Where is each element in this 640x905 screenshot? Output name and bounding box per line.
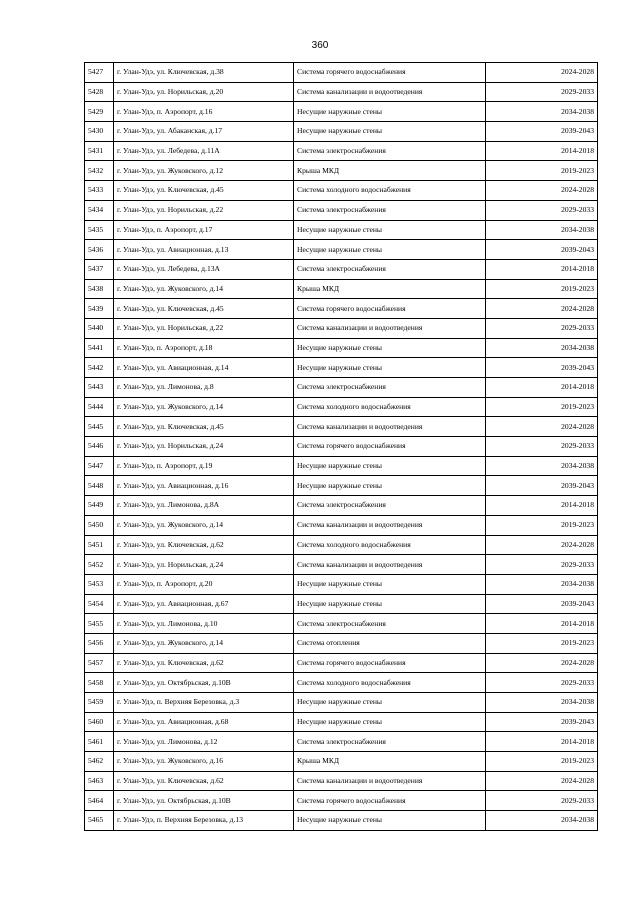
table-row	[85, 574, 598, 594]
row-number-cell: 5448	[85, 476, 114, 496]
row-number-cell: 5434	[85, 200, 114, 220]
period-cell: 2019-2023	[486, 752, 598, 772]
system-cell: Система холодного водоснабжения	[294, 397, 486, 417]
period-cell: 2039-2043	[486, 240, 598, 260]
address-cell: г. Улан-Удэ, ул. Жуковского, д.16	[114, 752, 294, 772]
address-cell: г. Улан-Удэ, ул. Ключевская, д.45	[114, 417, 294, 437]
row-number-cell: 5429	[85, 102, 114, 122]
row-number-cell: 5453	[85, 574, 114, 594]
system-cell: Система электроснабжения	[294, 141, 486, 161]
period-cell: 2034-2038	[486, 693, 598, 713]
system-cell: Система канализации и водоотведения	[294, 417, 486, 437]
row-number-cell: 5451	[85, 535, 114, 555]
table-row	[85, 752, 598, 772]
system-cell: Система холодного водоснабжения	[294, 673, 486, 693]
system-cell: Несущие наружные стены	[294, 476, 486, 496]
system-cell: Система канализации и водоотведения	[294, 515, 486, 535]
row-number-cell: 5444	[85, 397, 114, 417]
address-cell: г. Улан-Удэ, ул. Авиационная, д.68	[114, 712, 294, 732]
system-cell: Крыша МКД	[294, 752, 486, 772]
period-cell: 2029-2033	[486, 82, 598, 102]
table-row	[85, 673, 598, 693]
system-cell: Несущие наружные стены	[294, 122, 486, 142]
row-number-cell: 5440	[85, 318, 114, 338]
period-cell: 2014-2018	[486, 614, 598, 634]
table-row	[85, 712, 598, 732]
address-cell: г. Улан-Удэ, ул. Ключевская, д.45	[114, 299, 294, 319]
table-row	[85, 63, 598, 83]
address-cell: г. Улан-Удэ, ул. Лимонова, д.10	[114, 614, 294, 634]
system-cell: Крыша МКД	[294, 279, 486, 299]
row-number-cell: 5431	[85, 141, 114, 161]
system-cell: Несущие наружные стены	[294, 456, 486, 476]
table-row	[85, 378, 598, 398]
address-cell: г. Улан-Удэ, ул. Лебедева, д.11А	[114, 141, 294, 161]
table-row	[85, 220, 598, 240]
table-row	[85, 181, 598, 201]
period-cell: 2034-2038	[486, 338, 598, 358]
address-cell: г. Улан-Удэ, ул. Жуковского, д.14	[114, 515, 294, 535]
period-cell: 2039-2043	[486, 594, 598, 614]
system-cell: Система электроснабжения	[294, 259, 486, 279]
system-cell: Система электроснабжения	[294, 378, 486, 398]
period-cell: 2029-2033	[486, 318, 598, 338]
address-cell: г. Улан-Удэ, ул. Лимонова, д.8	[114, 378, 294, 398]
table-row	[85, 200, 598, 220]
period-cell: 2034-2038	[486, 102, 598, 122]
table-row	[85, 358, 598, 378]
system-cell: Система электроснабжения	[294, 614, 486, 634]
table-row	[85, 161, 598, 181]
address-cell: г. Улан-Удэ, ул. Ключевская, д.62	[114, 771, 294, 791]
repair-schedule-table	[84, 62, 598, 831]
period-cell: 2014-2018	[486, 259, 598, 279]
address-cell: г. Улан-Удэ, ул. Авиационная, д.16	[114, 476, 294, 496]
row-number-cell: 5456	[85, 633, 114, 653]
system-cell: Система горячего водоснабжения	[294, 791, 486, 811]
row-number-cell: 5443	[85, 378, 114, 398]
period-cell: 2014-2018	[486, 732, 598, 752]
system-cell: Система канализации и водоотведения	[294, 318, 486, 338]
period-cell: 2029-2033	[486, 200, 598, 220]
address-cell: г. Улан-Удэ, ул. Норильская, д.20	[114, 82, 294, 102]
address-cell: г. Улан-Удэ, ул. Норильская, д.24	[114, 437, 294, 457]
row-number-cell: 5442	[85, 358, 114, 378]
table-row	[85, 653, 598, 673]
table-row	[85, 515, 598, 535]
table-row	[85, 633, 598, 653]
table-row	[85, 594, 598, 614]
period-cell: 2024-2028	[486, 653, 598, 673]
system-cell: Система канализации и водоотведения	[294, 771, 486, 791]
table-row	[85, 259, 598, 279]
table-row	[85, 791, 598, 811]
system-cell: Система горячего водоснабжения	[294, 653, 486, 673]
period-cell: 2024-2028	[486, 181, 598, 201]
table-row	[85, 535, 598, 555]
address-cell: г. Улан-Удэ, ул. Ключевская, д.62	[114, 653, 294, 673]
row-number-cell: 5430	[85, 122, 114, 142]
period-cell: 2019-2023	[486, 633, 598, 653]
period-cell: 2034-2038	[486, 456, 598, 476]
table-row	[85, 82, 598, 102]
table-row	[85, 318, 598, 338]
period-cell: 2014-2018	[486, 496, 598, 516]
address-cell: г. Улан-Удэ, ул. Октябрьская, д.10В	[114, 791, 294, 811]
period-cell: 2029-2033	[486, 673, 598, 693]
system-cell: Крыша МКД	[294, 161, 486, 181]
system-cell: Несущие наружные стены	[294, 240, 486, 260]
row-number-cell: 5427	[85, 63, 114, 83]
period-cell: 2024-2028	[486, 535, 598, 555]
address-cell: г. Улан-Удэ, ул. Абаканская, д.17	[114, 122, 294, 142]
table-row	[85, 397, 598, 417]
row-number-cell: 5433	[85, 181, 114, 201]
row-number-cell: 5449	[85, 496, 114, 516]
period-cell: 2039-2043	[486, 358, 598, 378]
row-number-cell: 5457	[85, 653, 114, 673]
row-number-cell: 5436	[85, 240, 114, 260]
address-cell: г. Улан-Удэ, ул. Лимонова, д.8А	[114, 496, 294, 516]
period-cell: 2034-2038	[486, 220, 598, 240]
address-cell: г. Улан-Удэ, ул. Ключевская, д.45	[114, 181, 294, 201]
period-cell: 2019-2023	[486, 515, 598, 535]
row-number-cell: 5463	[85, 771, 114, 791]
system-cell: Несущие наружные стены	[294, 811, 486, 831]
row-number-cell: 5428	[85, 82, 114, 102]
table-row	[85, 240, 598, 260]
system-cell: Несущие наружные стены	[294, 338, 486, 358]
system-cell: Система горячего водоснабжения	[294, 299, 486, 319]
table-row	[85, 122, 598, 142]
system-cell: Система горячего водоснабжения	[294, 437, 486, 457]
table-row	[85, 456, 598, 476]
table-row	[85, 496, 598, 516]
period-cell: 2019-2023	[486, 279, 598, 299]
system-cell: Несущие наружные стены	[294, 358, 486, 378]
row-number-cell: 5441	[85, 338, 114, 358]
row-number-cell: 5445	[85, 417, 114, 437]
address-cell: г. Улан-Удэ, ул. Жуковского, д.14	[114, 279, 294, 299]
row-number-cell: 5461	[85, 732, 114, 752]
table-body	[85, 63, 598, 831]
period-cell: 2024-2028	[486, 771, 598, 791]
table-row	[85, 141, 598, 161]
row-number-cell: 5464	[85, 791, 114, 811]
period-cell: 2029-2033	[486, 555, 598, 575]
address-cell: г. Улан-Удэ, ул. Норильская, д.22	[114, 318, 294, 338]
row-number-cell: 5462	[85, 752, 114, 772]
period-cell: 2019-2023	[486, 161, 598, 181]
system-cell: Несущие наружные стены	[294, 220, 486, 240]
table-row	[85, 299, 598, 319]
table-row	[85, 555, 598, 575]
period-cell: 2014-2018	[486, 378, 598, 398]
period-cell: 2034-2038	[486, 574, 598, 594]
table-row	[85, 771, 598, 791]
address-cell: г. Улан-Удэ, ул. Норильская, д.24	[114, 555, 294, 575]
row-number-cell: 5447	[85, 456, 114, 476]
period-cell: 2039-2043	[486, 712, 598, 732]
address-cell: г. Улан-Удэ, п. Верхняя Березовка, д.3	[114, 693, 294, 713]
system-cell: Система горячего водоснабжения	[294, 63, 486, 83]
period-cell: 2039-2043	[486, 476, 598, 496]
table-row	[85, 732, 598, 752]
row-number-cell: 5450	[85, 515, 114, 535]
system-cell: Система отопления	[294, 633, 486, 653]
table-row	[85, 614, 598, 634]
address-cell: г. Улан-Удэ, п. Аэропорт, д.17	[114, 220, 294, 240]
period-cell: 2019-2023	[486, 397, 598, 417]
period-cell: 2034-2038	[486, 811, 598, 831]
table-row	[85, 811, 598, 831]
table-row	[85, 338, 598, 358]
address-cell: г. Улан-Удэ, ул. Ключевская, д.62	[114, 535, 294, 555]
system-cell: Несущие наружные стены	[294, 102, 486, 122]
period-cell: 2024-2028	[486, 417, 598, 437]
address-cell: г. Улан-Удэ, ул. Ключевская, д.38	[114, 63, 294, 83]
row-number-cell: 5446	[85, 437, 114, 457]
address-cell: г. Улан-Удэ, ул. Жуковского, д.12	[114, 161, 294, 181]
address-cell: г. Улан-Удэ, ул. Норильская, д.22	[114, 200, 294, 220]
period-cell: 2039-2043	[486, 122, 598, 142]
address-cell: г. Улан-Удэ, п. Аэропорт, д.20	[114, 574, 294, 594]
period-cell: 2024-2028	[486, 299, 598, 319]
address-cell: г. Улан-Удэ, ул. Авиационная, д.14	[114, 358, 294, 378]
address-cell: г. Улан-Удэ, ул. Авиационная, д.67	[114, 594, 294, 614]
system-cell: Система холодного водоснабжения	[294, 535, 486, 555]
period-cell: 2024-2028	[486, 63, 598, 83]
row-number-cell: 5458	[85, 673, 114, 693]
row-number-cell: 5439	[85, 299, 114, 319]
system-cell: Система электроснабжения	[294, 200, 486, 220]
address-cell: г. Улан-Удэ, п. Аэропорт, д.18	[114, 338, 294, 358]
address-cell: г. Улан-Удэ, ул. Авиационная, д.13	[114, 240, 294, 260]
row-number-cell: 5455	[85, 614, 114, 634]
page-number: 360	[311, 40, 329, 51]
table-row	[85, 693, 598, 713]
row-number-cell: 5452	[85, 555, 114, 575]
table-row	[85, 417, 598, 437]
table-row	[85, 437, 598, 457]
table-row	[85, 279, 598, 299]
row-number-cell: 5438	[85, 279, 114, 299]
address-cell: г. Улан-Удэ, ул. Жуковского, д.14	[114, 633, 294, 653]
system-cell: Система канализации и водоотведения	[294, 82, 486, 102]
row-number-cell: 5465	[85, 811, 114, 831]
system-cell: Система электроснабжения	[294, 732, 486, 752]
system-cell: Несущие наружные стены	[294, 693, 486, 713]
row-number-cell: 5460	[85, 712, 114, 732]
address-cell: г. Улан-Удэ, ул. Октябрьская, д.10В	[114, 673, 294, 693]
system-cell: Система холодного водоснабжения	[294, 181, 486, 201]
address-cell: г. Улан-Удэ, п. Аэропорт, д.16	[114, 102, 294, 122]
address-cell: г. Улан-Удэ, ул. Лимонова, д.12	[114, 732, 294, 752]
address-cell: г. Улан-Удэ, ул. Жуковского, д.14	[114, 397, 294, 417]
row-number-cell: 5459	[85, 693, 114, 713]
system-cell: Несущие наружные стены	[294, 712, 486, 732]
row-number-cell: 5454	[85, 594, 114, 614]
period-cell: 2029-2033	[486, 437, 598, 457]
system-cell: Несущие наружные стены	[294, 574, 486, 594]
table-row	[85, 102, 598, 122]
row-number-cell: 5437	[85, 259, 114, 279]
row-number-cell: 5435	[85, 220, 114, 240]
address-cell: г. Улан-Удэ, ул. Лебедева, д.13А	[114, 259, 294, 279]
address-cell: г. Улан-Удэ, п. Верхняя Березовка, д.13	[114, 811, 294, 831]
system-cell: Система электроснабжения	[294, 496, 486, 516]
system-cell: Несущие наружные стены	[294, 594, 486, 614]
row-number-cell: 5432	[85, 161, 114, 181]
table-row	[85, 476, 598, 496]
period-cell: 2014-2018	[486, 141, 598, 161]
period-cell: 2029-2033	[486, 791, 598, 811]
system-cell: Система канализации и водоотведения	[294, 555, 486, 575]
address-cell: г. Улан-Удэ, п. Аэропорт, д.19	[114, 456, 294, 476]
